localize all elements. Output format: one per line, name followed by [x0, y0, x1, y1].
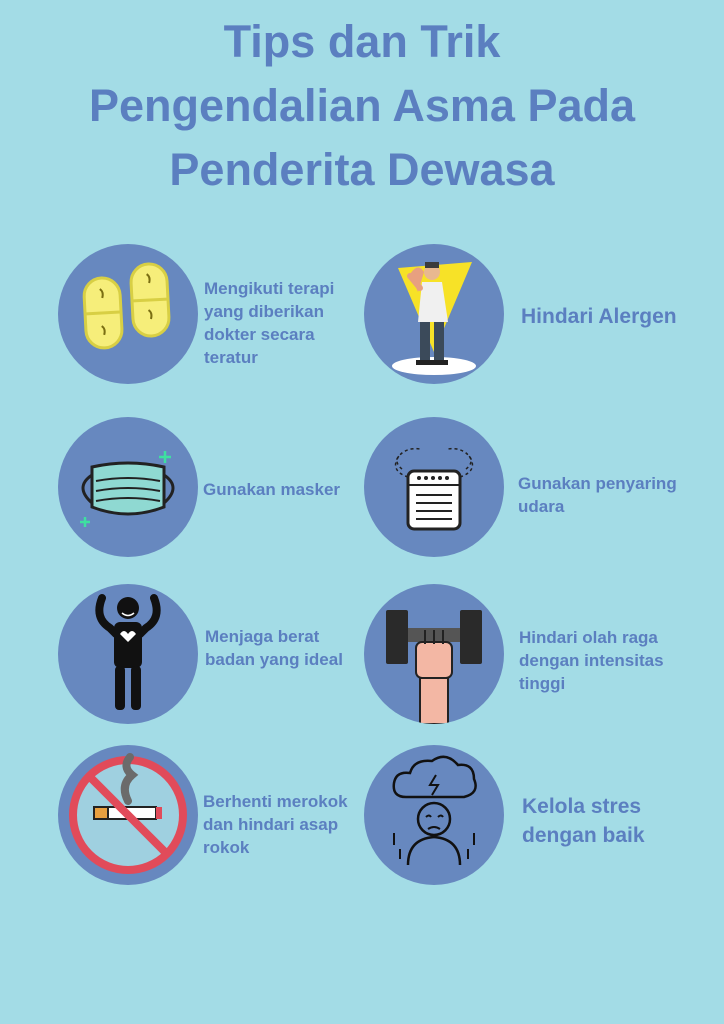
tip-stress-label: Kelola stres dengan baik: [522, 795, 645, 847]
stress-circle: [364, 745, 504, 885]
no-smoking-icon: [58, 745, 198, 885]
smoking-circle: [58, 745, 198, 885]
allergen-circle: [364, 244, 504, 384]
title-line-3: Penderita Dewasa: [169, 144, 555, 195]
title-line-2: Pengendalian Asma Pada: [88, 80, 636, 131]
page-title: [0, 10, 724, 202]
stress-icon: [364, 745, 504, 885]
tip-medication-label: Mengikuti terapi yang diberikan dokter secara teratur: [204, 279, 335, 367]
mask-icon: [58, 417, 198, 557]
air-purifier-icon: [364, 417, 504, 557]
title-line-1: Tips dan Trik: [223, 16, 501, 67]
tip-exercise-label: Hindari olah raga dengan intensitas tinggi: [519, 628, 664, 693]
pills-icon: [58, 244, 198, 384]
dumbbell-icon: [364, 584, 504, 724]
medication-circle: [58, 244, 198, 384]
mask-circle: [58, 417, 198, 557]
exercise-circle: [364, 584, 504, 724]
tip-air-purifier-label: Gunakan penyaring udara: [518, 474, 677, 516]
person-icon: [58, 584, 198, 724]
tip-weight-label: Menjaga berat badan yang ideal: [205, 627, 343, 669]
tip-smoking-label: Berhenti merokok dan hindari asap rokok: [203, 792, 348, 857]
weight-circle: [58, 584, 198, 724]
air-purifier-circle: [364, 417, 504, 557]
tip-mask-label: Gunakan masker: [203, 480, 341, 499]
tip-allergen-label: Hindari Alergen: [521, 305, 677, 328]
allergen-person-icon: [364, 244, 504, 384]
